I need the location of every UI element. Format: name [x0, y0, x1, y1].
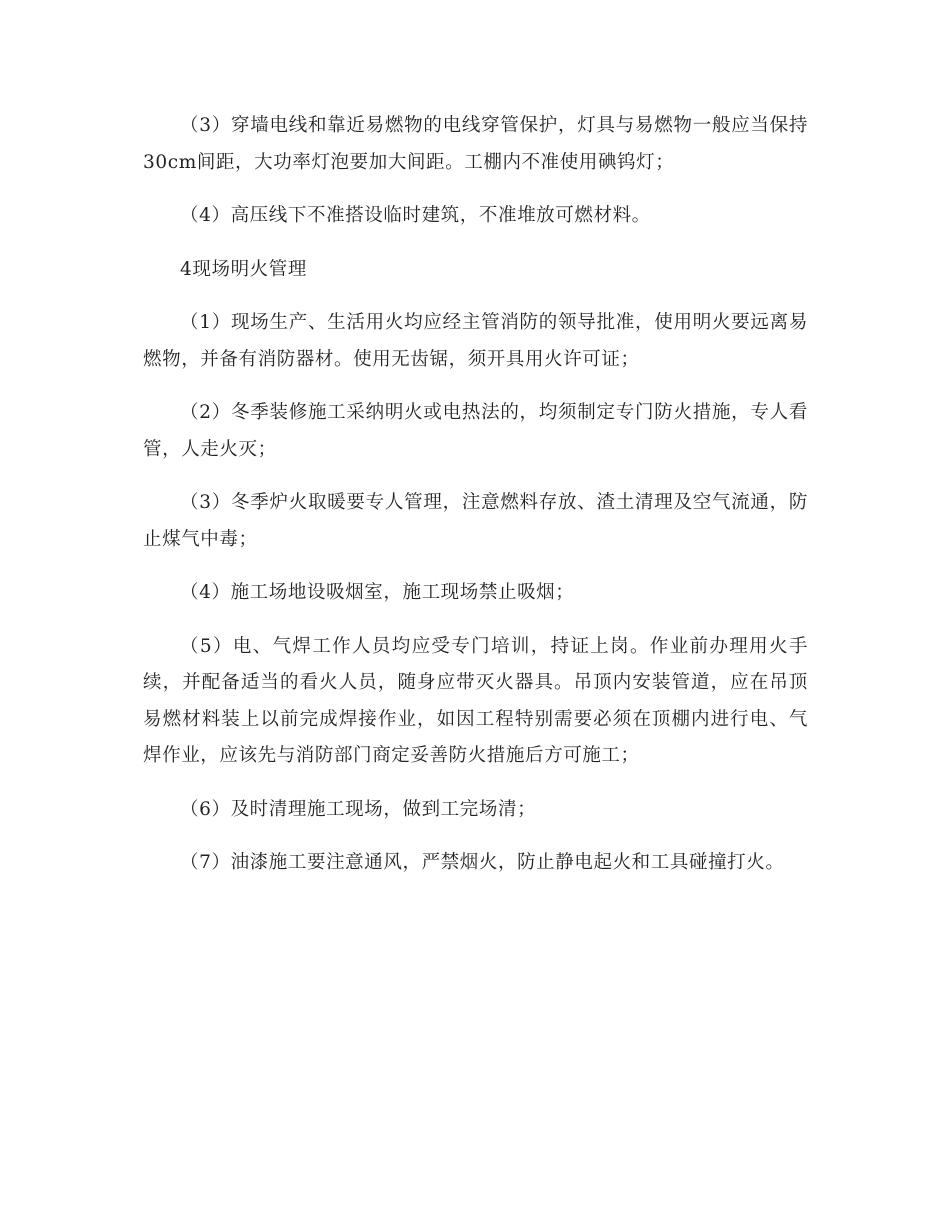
paragraph-high-voltage-4: （4）高压线下不准搭设临时建筑，不准堆放可燃材料。 — [180, 205, 651, 226]
paragraph-winter-renovation-2: （2）冬季装修施工采纳明火或电热法的，均须制定专门防火措施，专人看管，人走火灭； — [143, 402, 808, 460]
paragraph-electric-wiring-3: （3）穿墙电线和靠近易燃物的电线穿管保护，灯具与易燃物一般应当保持30cm间距，大功率灯泡要加大间距。工棚内不准使用碘钨灯； — [143, 115, 808, 173]
paragraph-stove-heating-3: （3）冬季炉火取暖要专人管理，注意燃料存放、渣土清理及空气流通，防止煤气中毒； — [143, 492, 808, 550]
paragraph-welding-5: （5）电、气焊工作人员均应受专门培训，持证上岗。作业前办理用火手续，并配备适当的看火人员，随身应带灭火器具。吊顶内安装管道，应在吊顶易燃材料装上以前完成焊接作业，如因工程特别需要必须在顶棚内进行电、气焊作业，应该先与消防部门商定妥善防火措施后方可施工； — [143, 635, 808, 766]
paragraph-smoking-room-4: （4）施工场地设吸烟室，施工现场禁止吸烟； — [180, 582, 575, 603]
section-heading-open-fire: 4现场明火管理 — [180, 258, 307, 280]
paragraph-fire-approval-1: （1）现场生产、生活用火均应经主管消防的领导批准，使用明火要远离易燃物，并备有消防器材。使用无齿锯，须开具用火许可证； — [143, 312, 808, 370]
paragraph-site-cleanup-6: （6）及时清理施工现场，做到工完场清； — [180, 798, 537, 820]
document-body — [143, 108, 808, 899]
paragraph-painting-7: （7）油漆施工要注意通风，严禁烟火，防止静电起火和工具碰撞打火。 — [180, 852, 785, 873]
